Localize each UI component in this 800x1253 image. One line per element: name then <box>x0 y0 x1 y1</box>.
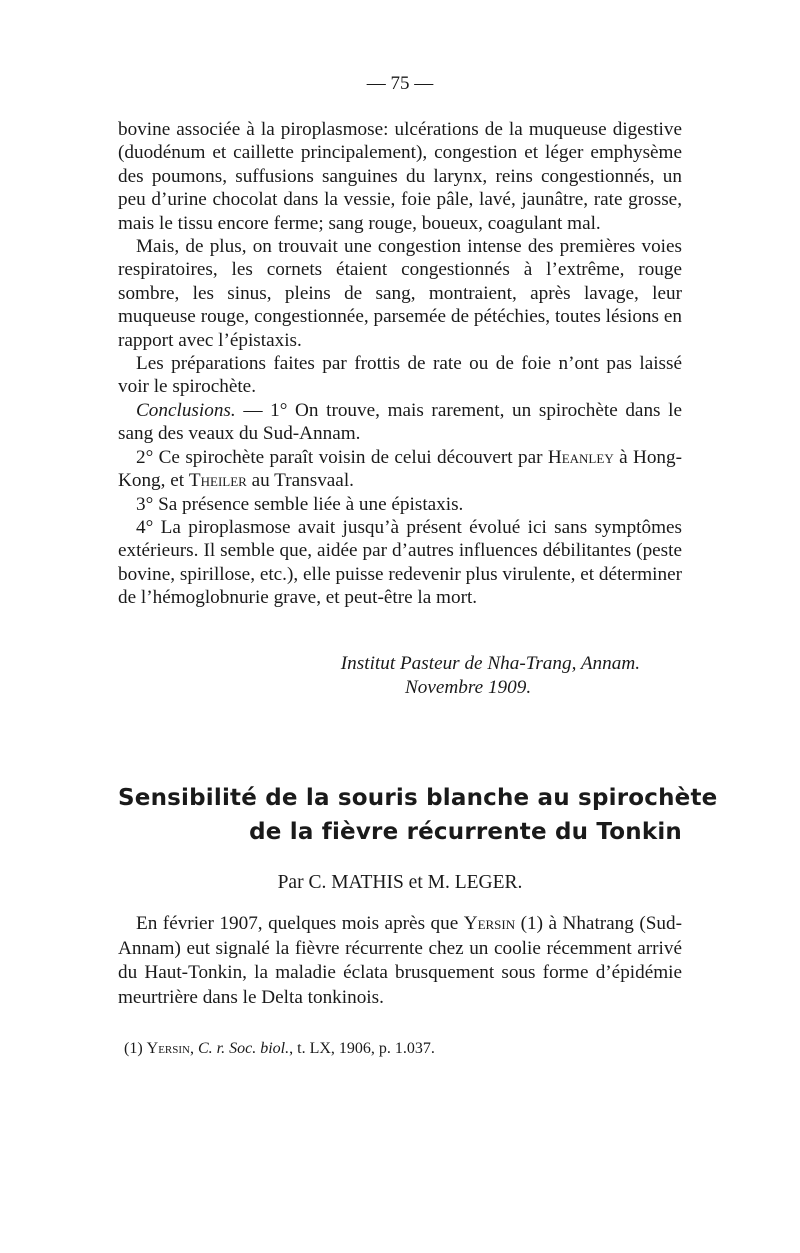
footnote-marker: (1) <box>124 1040 147 1057</box>
signature-institute: Institut Pasteur de Nha-Trang, Annam. <box>340 653 640 674</box>
footnote-author: Yersin <box>146 1040 190 1057</box>
conclusions-item-3: 3° Sa présence semble liée à une épistaxis. <box>136 493 464 515</box>
author-name-yersin: Yersin <box>463 913 516 934</box>
conclusions-item-1 <box>118 399 682 446</box>
article-authors: Par C. MATHIS et M. LEGER. <box>277 872 523 893</box>
previous-article-body <box>118 118 682 610</box>
conclusions-item-2: 2° Ce spirochète paraît voisin de celui découvert par Heanley à Hong-Kong, et Theiler au Transvaal. <box>118 446 682 492</box>
conclusions-item-4: 4° La piroplasmose avait jusqu’à présent évolué ici sans symptômes extérieurs. Il semble que, aidée par d’autres influences débilitantes (peste bovine, spirillose, etc.), elle puisse redevenir plus virulente, et déterminer de l’hémoglobnurie grave, et peut-être la mort. <box>118 516 682 609</box>
author-name-heanley: Heanley <box>547 446 614 468</box>
article-body <box>118 912 682 1010</box>
paragraph-respiratory-congestion: Mais, de plus, on trouvait une congestion intense des premières voies respiratoires, les cornets étaient congestionnés à l’extrême, rouge sombre, les sinus, pleins de sang, montraient, après lavage, leur muqueuse rouge, congestionnée, parsemée de pétéchies, toutes lésions en rapport avec l’épistaxis. <box>118 236 682 351</box>
article-intro-paragraph: En février 1907, quelques mois après que Yersin (1) à Nhatrang (Sud-Annam) eut signalé la fièvre récurrente chez un coolie récemment arrivé du Haut-Tonkin, la maladie éclata brusquement sous forme d’épidémie meurtrière dans le Delta tonkinois. <box>118 913 682 1008</box>
paragraph-smear-preparations: Les préparations faites par frottis de rate ou de foie n’ont pas laissé voir le spirochète. <box>118 353 682 398</box>
conclusions-item-1-text: — 1° On trouve, mais rarement, un spirochète dans le sang des veaux du Sud-Annam. <box>118 399 682 445</box>
signature-date: Novembre 1909. <box>405 677 532 698</box>
footnote-reference: , t. LX, 1906, p. 1.037. <box>289 1040 435 1057</box>
conclusions-label: Conclusions. <box>136 399 236 421</box>
paragraph-autopsy-findings: bovine associée à la piroplasmose: ulcérations de la muqueuse digestive (duodénum et caillette principalement), congestion et léger emphysème des poumons, suffusions sanguines du larynx, reins congestionnés, un peu d’urine chocolat dans la vessie, foie pâle, lavé, jaunâtre, rate grosse, mais le tissu encore ferme; sang rouge, boueux, coagulant mal. <box>118 119 682 234</box>
article-title-line-2: de la fièvre récurrente du Tonkin <box>249 819 682 845</box>
footnote-journal: C. r. Soc. biol. <box>198 1040 290 1057</box>
footnote: (1) Yersin, C. r. Soc. biol., t. LX, 1906, p. 1.037. <box>124 1040 435 1057</box>
page-number: — 75 — <box>366 73 434 94</box>
author-name-theiler: Theiler <box>188 470 247 492</box>
article-title-line-1: Sensibilité de la souris blanche au spirochète <box>118 785 718 811</box>
